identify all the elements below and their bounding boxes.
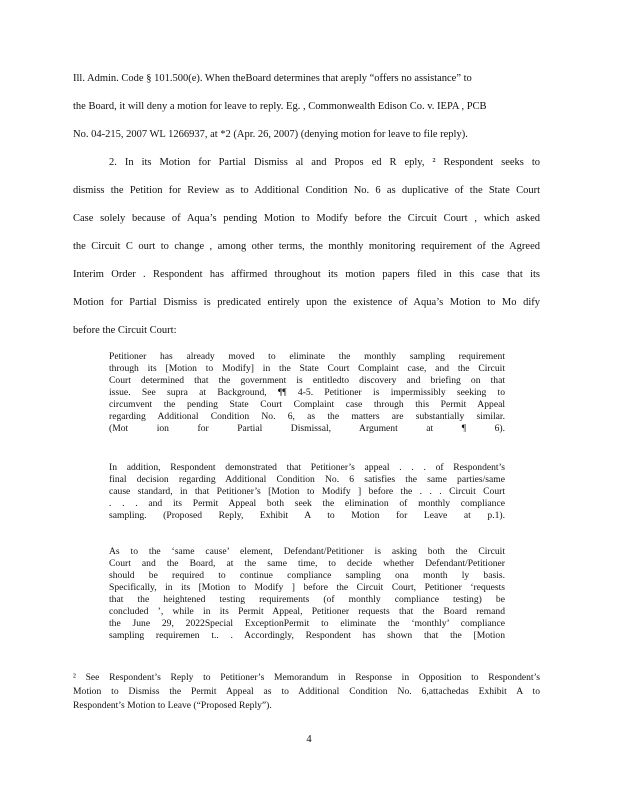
quote-line: Specifically, in its [Motion to Modify ] before the Circuit Court, Petitioner ‘requests	[109, 582, 505, 593]
quote-line: sampling requiremen t.. . Accordingly, Respondent has shown that the [Motion	[109, 630, 505, 641]
text-line: the Circuit C ourt to change , among other terms, the monthly monitoring requirement of the Agreed	[73, 241, 540, 252]
quote-line: should be required to continue compliance sampling ona month ly basis.	[109, 570, 505, 581]
quote-line: that the heightened testing requirements (of monthly compliance testing) be	[109, 594, 505, 605]
quote-line: In addition, Respondent demonstrated that Petitioner’s appeal . . . of Respondent’s	[109, 462, 505, 473]
text-line: the Board, it will deny a motion for leave to reply. Eg. , Commonwealth Edison Co. v. IEPA , PCB	[73, 101, 487, 112]
quote-line: . . . and its Permit Appeal both seek the elimination of monthly compliance	[109, 498, 505, 509]
quote-line: concluded ’, while in its Permit Appeal, Petitioner requests that the Board remand	[109, 606, 505, 617]
text-line: Ill. Admin. Code § 101.500(e). When theBoard determines that areply “offers no assistance” to	[73, 73, 472, 84]
text-line: before the Circuit Court:	[73, 325, 177, 336]
text-line: Motion for Partial Dismiss is predicated entirely upon the existence of Aqua’s Motion to Mo dify	[73, 297, 540, 308]
footnote-line: Motion to Dismiss the Permit Appeal as to Additional Condition No. 6,attachedas Exhibit A to	[73, 686, 540, 697]
text-line: No. 04-215, 2007 WL 1266937, at *2 (Apr. 26, 2007) (denying motion for leave to file reply).	[73, 129, 468, 140]
text-line: dismiss the Petition for Review as to Additional Condition No. 6 as duplicative of the State Court	[73, 185, 540, 196]
quote-line: issue. See supra at Background, ¶¶ 4-5. Petitioner is impermissibly seeking to	[109, 387, 505, 398]
quote-line: final decision regarding Additional Condition No. 6 satisfies the same parties/same	[109, 474, 505, 485]
quote-line: sampling. (Proposed Reply, Exhibit A to Motion for Leave at p.1).	[109, 510, 505, 521]
page-number: 4	[306, 734, 312, 745]
quote-line: circumvent the pending State Court Complaint case through this Permit Appeal	[109, 399, 505, 410]
quote-line: (Mot ion for Partial Dismissal, Argument at ¶ 6).	[109, 423, 505, 434]
quote-line: through its [Motion to Modify] in the State Court Complaint case, and the Circuit	[109, 363, 505, 374]
quote-line: regarding Additional Condition No. 6, as the matters are substantially similar.	[109, 411, 505, 422]
footnote-line: ² See Respondent’s Reply to Petitioner’s Memorandum in Response in Opposition to Respondent’s	[73, 672, 540, 683]
text-line: 2. In its Motion for Partial Dismiss al and Propos ed R eply, ² Respondent seeks to	[109, 157, 540, 168]
quote-line: As to the ‘same cause’ element, Defendant/Petitioner is asking both the Circuit	[109, 546, 505, 557]
text-line: Case solely because of Aqua’s pending Motion to Modify before the Circuit Court , which asked	[73, 213, 540, 224]
quote-line: Court determined that the government is entitledto discovery and briefing on that	[109, 375, 505, 386]
quote-line: the June 29, 2022Special ExceptionPermit to eliminate the ‘monthly’ compliance	[109, 618, 505, 629]
quote-line: Petitioner has already moved to eliminate the monthly sampling requirement	[109, 351, 505, 362]
text-line: Interim Order . Respondent has affirmed throughout its motion papers filed in this case that its	[73, 269, 540, 280]
quote-line: cause standard, in that Petitioner’s [Motion to Modify ] before the . . . Circuit Court	[109, 486, 505, 497]
quote-line: Court and the Board, at the same time, to decide whether Defendant/Petitioner	[109, 558, 505, 569]
footnote-line: Respondent’s Motion to Leave (“Proposed Reply”).	[73, 700, 272, 711]
